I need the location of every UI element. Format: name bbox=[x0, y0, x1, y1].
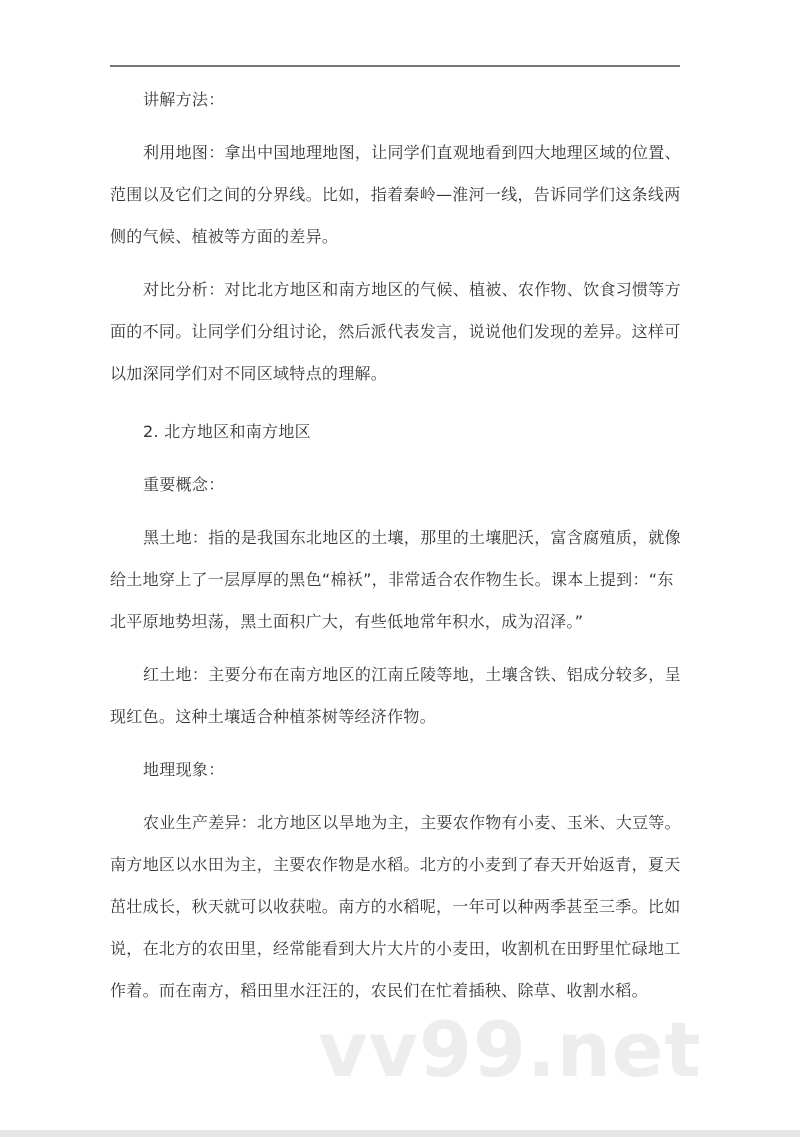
paragraph bbox=[110, 464, 710, 506]
text-line: 给土地穿上了一层厚厚的黑色“棉袄”，非常适合农作物生长。课本上提到：“东 bbox=[110, 570, 674, 589]
text-line: 北平原地势坦荡，黑土面积广大，有些低地常年积水，成为沼泽。” bbox=[110, 612, 584, 631]
text-line: 黑土地：指的是我国东北地区的土壤，那里的土壤肥沃，富含腐殖质，就像 bbox=[143, 528, 681, 547]
text-line: 说，在北方的农田里，经常能看到大片大片的小麦田，收割机在田野里忙碌地工 bbox=[110, 939, 681, 958]
text-line: 作着。而在南方，稻田里水汪汪的，农民们在忙着插秧、除草、收割水稻。 bbox=[110, 981, 648, 1000]
text-line: 面的不同。让同学们分组讨论，然后派代表发言，说说他们发现的差异。这样可 bbox=[110, 322, 681, 341]
paragraph bbox=[110, 654, 710, 738]
paragraph bbox=[110, 411, 710, 453]
text-line: 现红色。这种土壤适合种植茶树等经济作物。 bbox=[110, 707, 437, 726]
text-line: 南方地区以水田为主，主要农作物是水稻。北方的小麦到了春天开始返青，夏天 bbox=[110, 855, 681, 874]
text-line: 农业生产差异：北方地区以旱地为主，主要农作物有小麦、玉米、大豆等。 bbox=[143, 813, 681, 832]
text-line: 利用地图：拿出中国地理地图，让同学们直观地看到四大地理区域的位置、 bbox=[143, 143, 681, 162]
paragraph bbox=[110, 802, 710, 1012]
text-line: 红土地：主要分布在南方地区的江南丘陵等地，土壤含铁、铝成分较多，呈 bbox=[143, 665, 681, 684]
paragraph bbox=[110, 269, 710, 395]
text-line: 范围以及它们之间的分界线。比如，指着秦岭—淮河一线，告诉同学们这条线两 bbox=[110, 185, 681, 204]
text-line: 重要概念： bbox=[143, 475, 225, 494]
text-line: 地理现象： bbox=[143, 760, 225, 779]
watermark: vv99.net bbox=[318, 1005, 702, 1094]
text-line: 讲解方法： bbox=[143, 90, 225, 109]
text-line: 对比分析：对比北方地区和南方地区的气候、植被、农作物、饮食习惯等方 bbox=[143, 280, 681, 299]
text-line: 侧的气候、植被等方面的差异。 bbox=[110, 227, 339, 246]
header-rule bbox=[110, 65, 680, 67]
paragraph bbox=[110, 79, 710, 121]
page-bottom-edge bbox=[0, 1130, 800, 1137]
text-line: 以加深同学们对不同区域特点的理解。 bbox=[110, 364, 388, 383]
text-line: 茁壮成长，秋天就可以收获啦。南方的水稻呢，一年可以种两季甚至三季。比如 bbox=[110, 897, 681, 916]
text-line: 2. 北方地区和南方地区 bbox=[143, 422, 311, 441]
document-body bbox=[110, 79, 710, 1023]
paragraph bbox=[110, 749, 710, 791]
paragraph bbox=[110, 132, 710, 258]
paragraph bbox=[110, 517, 710, 643]
